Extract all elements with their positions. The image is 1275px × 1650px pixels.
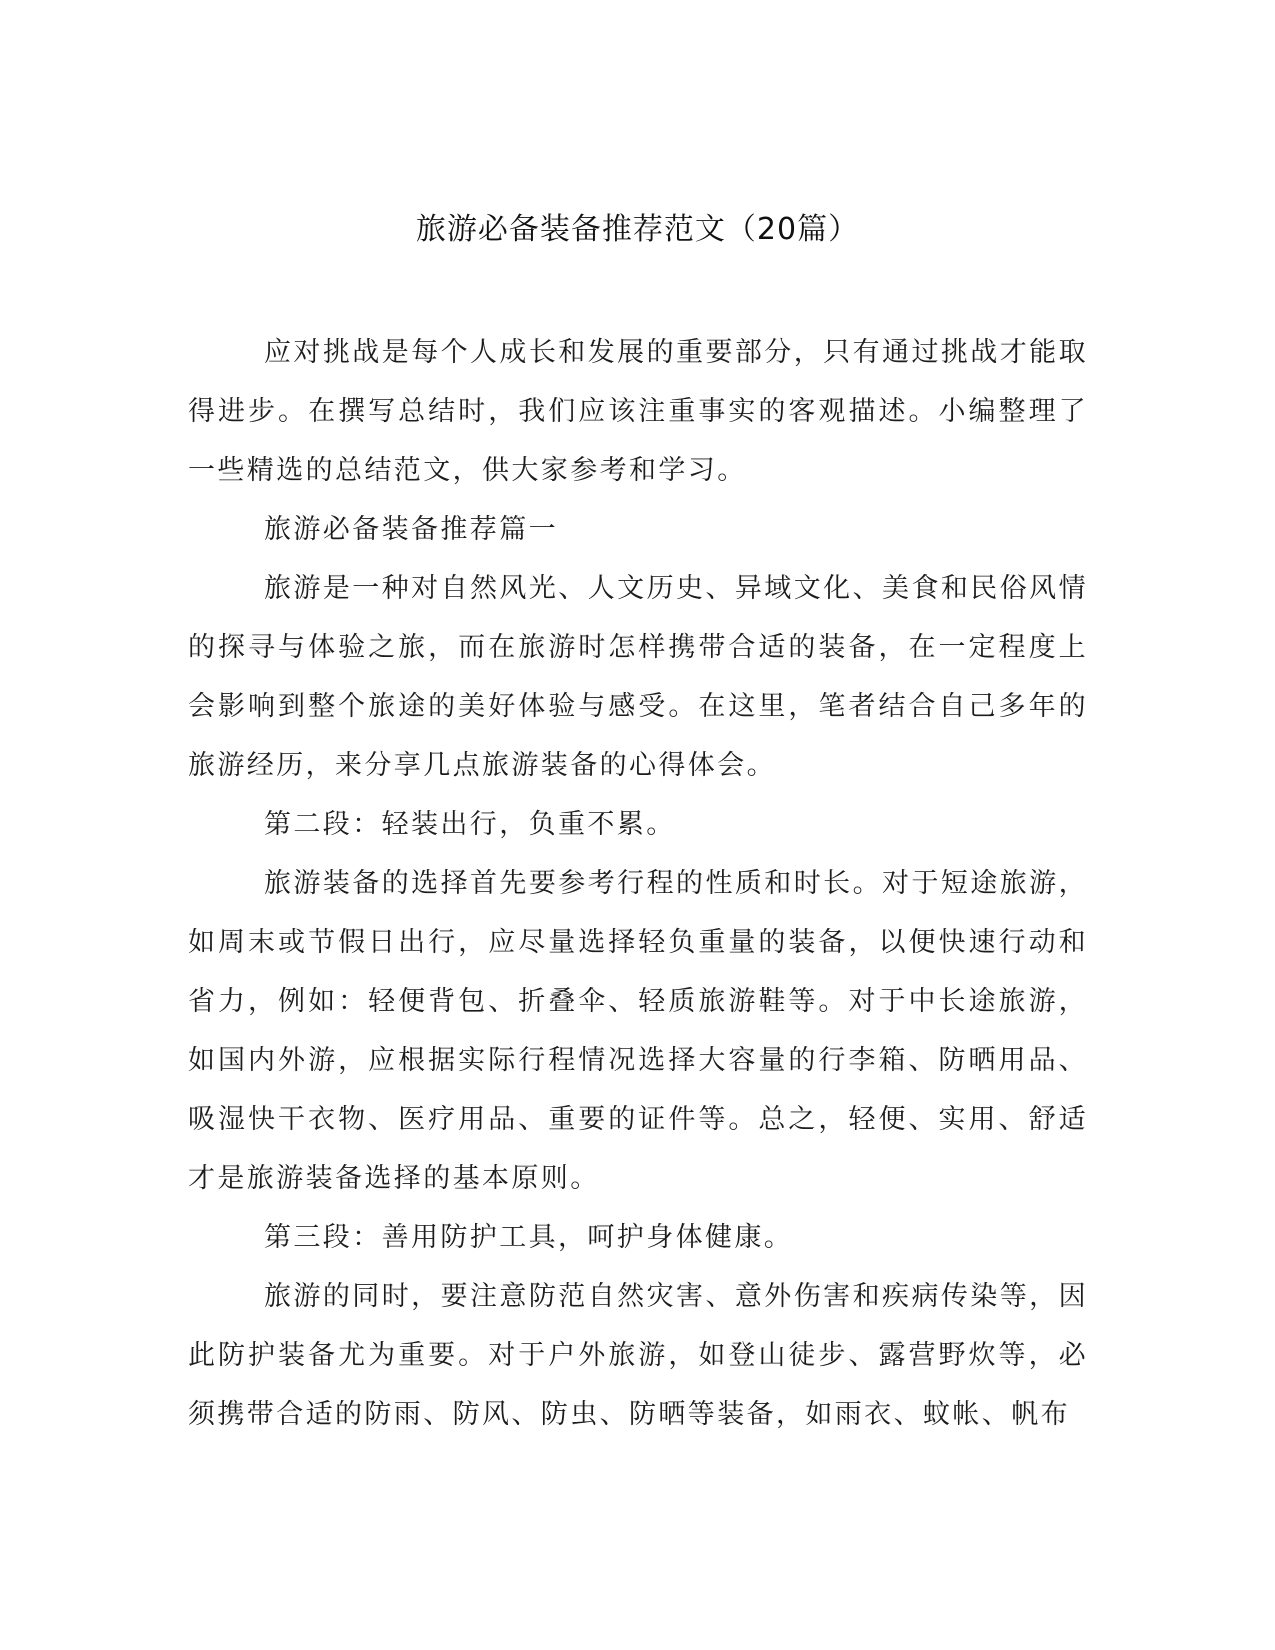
document-body <box>188 323 1088 1444</box>
body-paragraph: 旅游是一种对自然风光、人文历史、异域文化、美食和民俗风情的探寻与体验之旅，而在旅游时怎样携带合适的装备，在一定程度上会影响到整个旅途的美好体验与感受。在这里，笔者结合自己多年的旅游经历，来分享几点旅游装备的心得体会。 <box>188 573 1088 781</box>
section-heading-paragraph-two: 第二段：轻装出行，负重不累。 <box>264 809 676 840</box>
section-heading-paragraph-three: 第三段：善用防护工具，呵护身体健康。 <box>264 1222 794 1253</box>
body-paragraph: 旅游装备的选择首先要参考行程的性质和时长。对于短途旅游，如周末或节假日出行，应尽量选择轻负重量的装备，以便快速行动和省力，例如：轻便背包、折叠伞、轻质旅游鞋等。对于中长途旅游，如国内外游，应根据实际行程情况选择大容量的行李箱、防晒用品、吸湿快干衣物、医疗用品、重要的证件等。总之，轻便、实用、舒适才是旅游装备选择的基本原则。 <box>188 868 1088 1194</box>
body-paragraph: 旅游的同时，要注意防范自然灾害、意外伤害和疾病传染等，因此防护装备尤为重要。对于户外旅游，如登山徒步、露营野炊等，必须携带合适的防雨、防风、防虫、防晒等装备，如雨衣、蚊帐、帆布 <box>188 1281 1088 1430</box>
page-title: 旅游必备装备推荐范文（20篇） <box>415 212 860 247</box>
section-heading-part-one: 旅游必备装备推荐篇一 <box>264 514 558 545</box>
intro-paragraph: 应对挑战是每个人成长和发展的重要部分，只有通过挑战才能取得进步。在撰写总结时，我们应该注重事实的客观描述。小编整理了一些精选的总结范文，供大家参考和学习。 <box>188 337 1088 486</box>
